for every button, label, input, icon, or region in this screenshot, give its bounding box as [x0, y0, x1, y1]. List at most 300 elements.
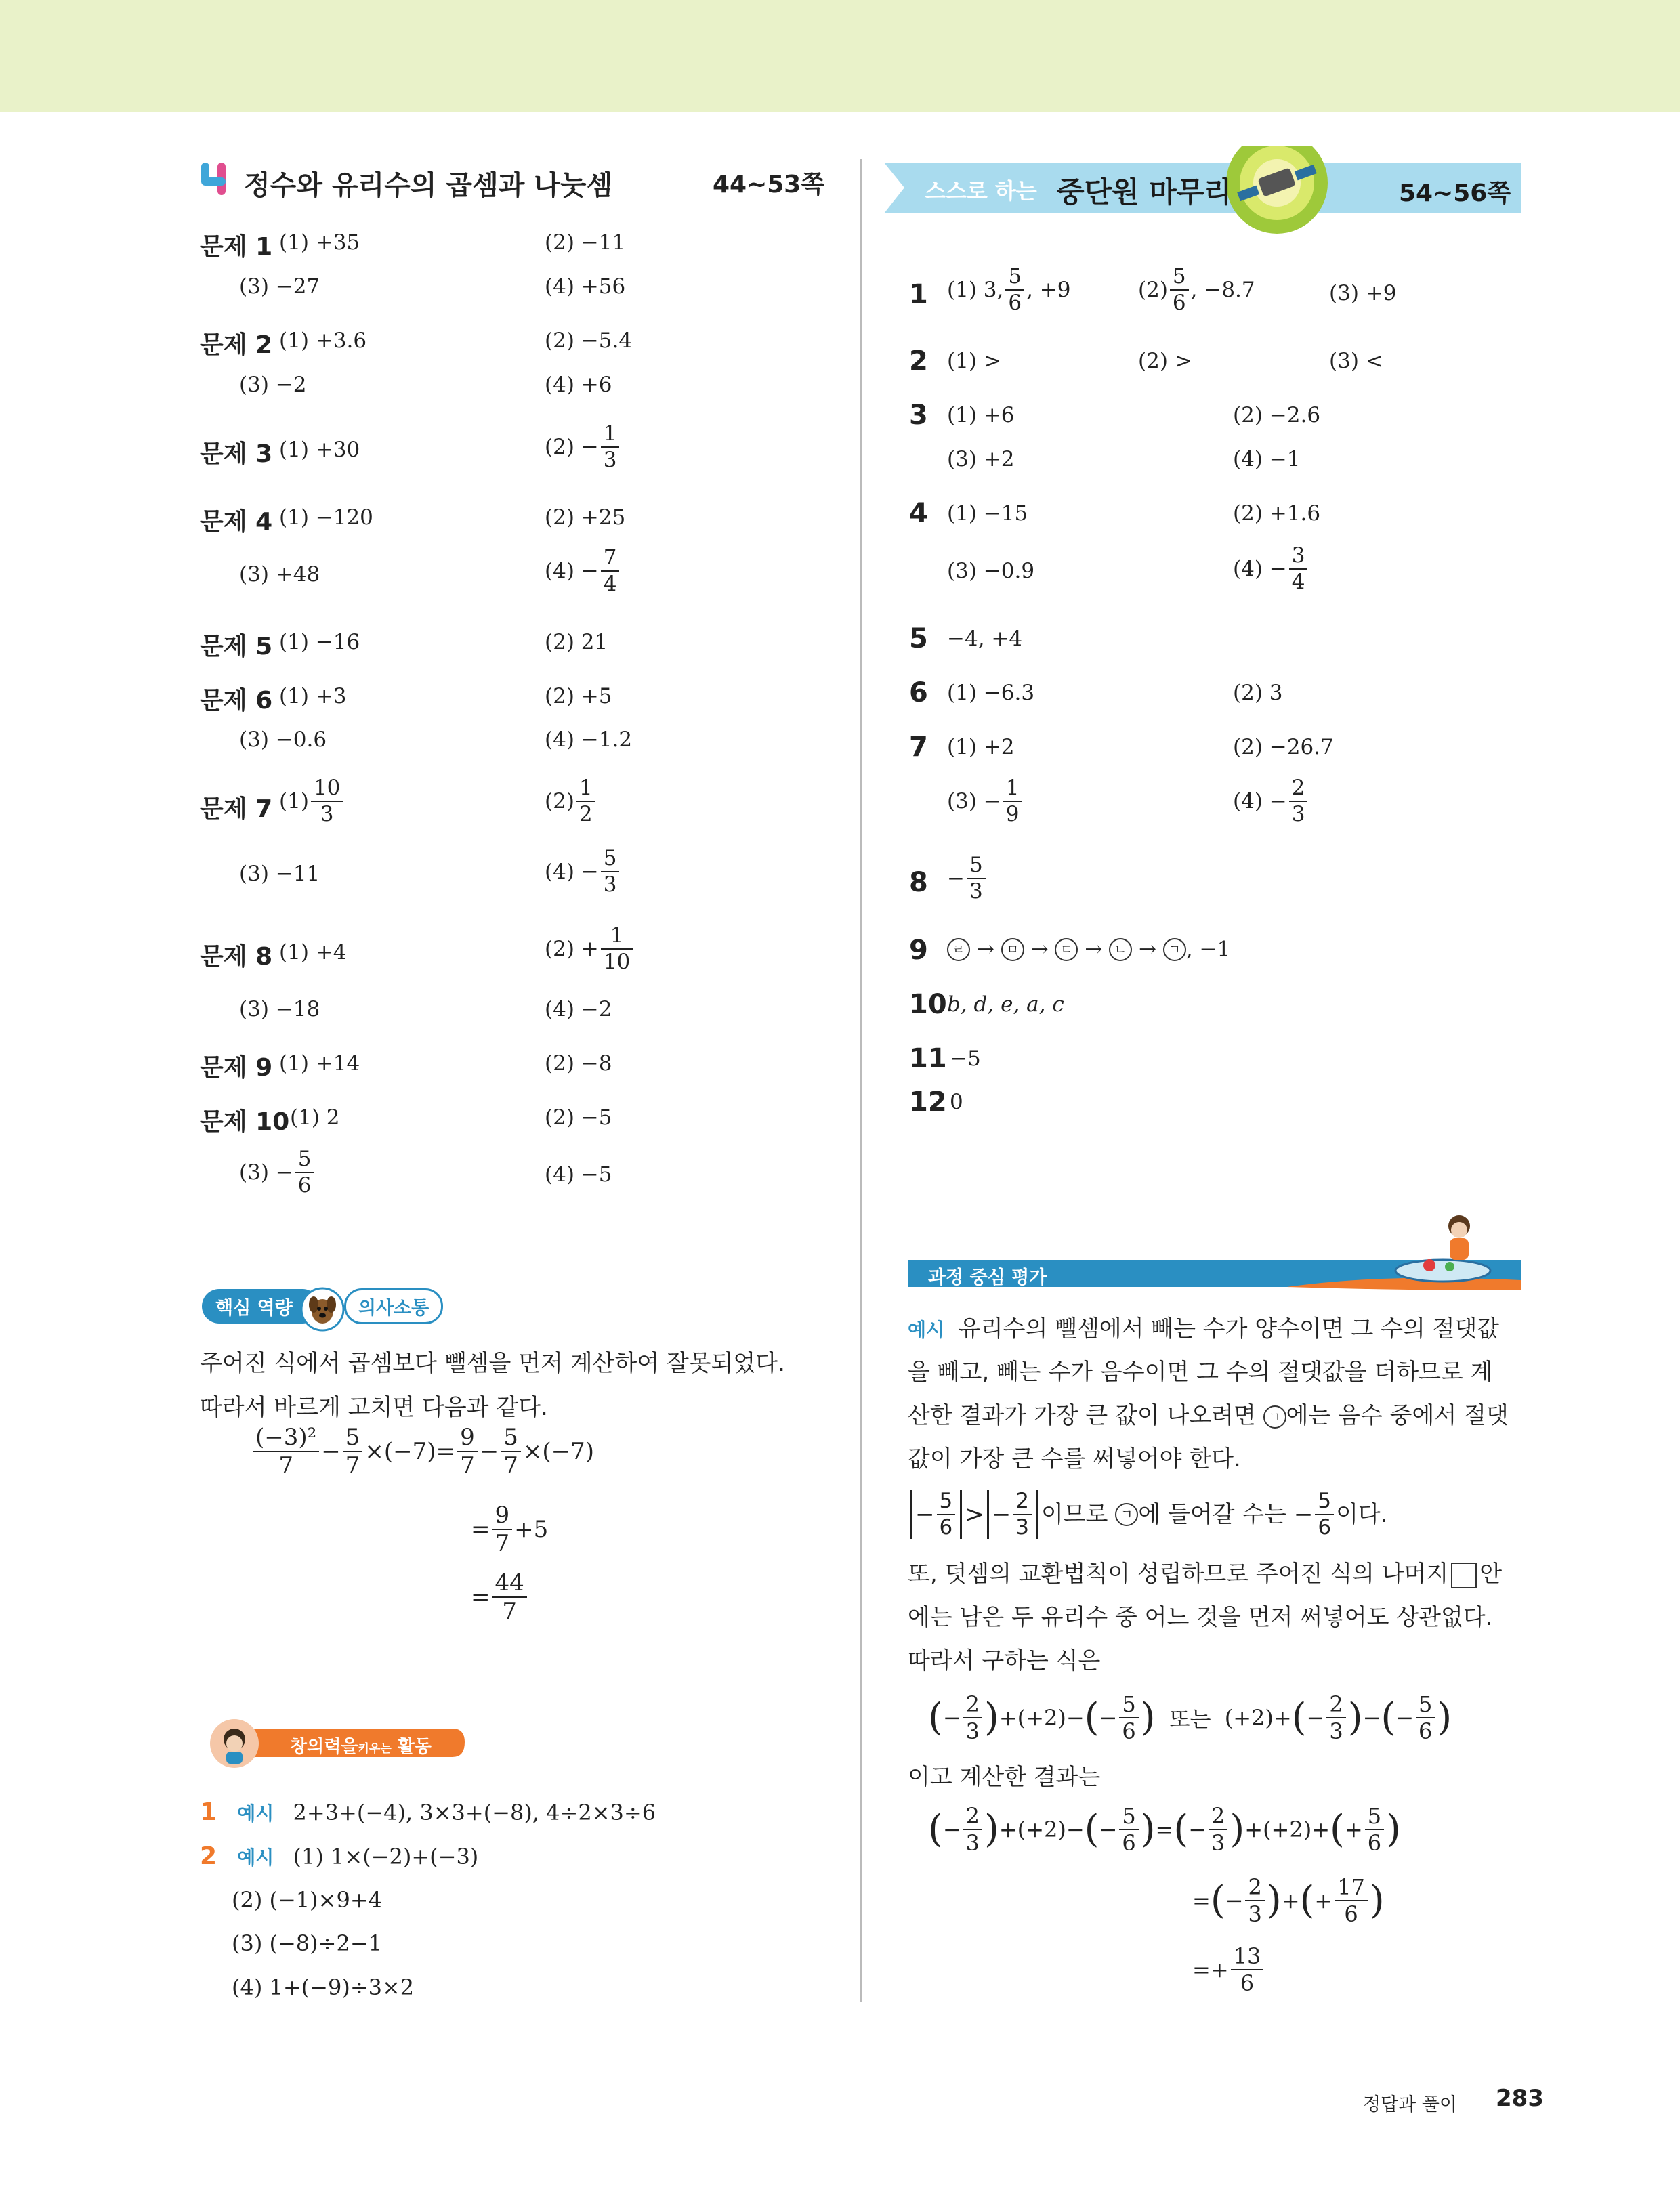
fraction — [1013, 1491, 1032, 1538]
numerator: 5 — [501, 1426, 521, 1452]
equals-sign: = — [1192, 1957, 1211, 1983]
item-11-number: 11 — [909, 1043, 947, 1074]
item-2-answer-1: (1) > — [947, 349, 1001, 373]
item-6-answer-1: (1) −6.3 — [947, 681, 1035, 705]
problem-6-answer-2: (2) +5 — [545, 684, 612, 708]
operator: +(+2)− — [999, 1705, 1085, 1731]
process-result-line-3 — [1192, 1945, 1265, 1994]
answer-prefix: (3) − — [947, 789, 1001, 813]
minus-sign: − — [1188, 1817, 1207, 1842]
minus-sign: − — [1225, 1888, 1244, 1913]
answer-suffix: , +9 — [1026, 278, 1071, 302]
denominator: 3 — [1248, 1901, 1262, 1927]
fraction — [601, 925, 633, 973]
minus-sign: − — [1099, 1817, 1118, 1842]
problem-7-label: 문제 7 — [200, 795, 273, 823]
denominator: 2 — [579, 802, 593, 826]
problem-8-answer-4: (4) −2 — [545, 997, 612, 1021]
circled-letter: ㄱ — [1263, 1405, 1286, 1429]
item-2-answer-2: (2) > — [1138, 349, 1192, 373]
numerator: (−3)² — [253, 1426, 319, 1452]
problem-2-answer-3: (3) −2 — [239, 373, 307, 397]
operator: +5 — [514, 1516, 549, 1543]
answer-prefix: (2) − — [545, 435, 599, 459]
denominator: 3 — [320, 802, 334, 826]
numerator: 3 — [1289, 545, 1308, 570]
creative-answer-2-2: (2) (−1)×9+4 — [232, 1887, 382, 1913]
fraction — [1245, 1876, 1264, 1925]
fraction — [601, 848, 620, 895]
minus-sign: − — [915, 1501, 935, 1528]
item-4-answer-1: (1) −15 — [947, 501, 1028, 526]
item-5-number: 5 — [909, 623, 928, 654]
creative-example-key: 예시 — [237, 1802, 274, 1825]
paren: ) — [1386, 1807, 1401, 1851]
core-competency-badge — [202, 1287, 443, 1321]
fraction — [1289, 778, 1308, 825]
process-line-5 — [908, 1490, 1388, 1539]
item-3-answer-4: (4) −1 — [1233, 447, 1301, 471]
item-2-answer-3: (3) < — [1329, 349, 1383, 373]
creative-answer: (1) 1×(−2)+(−3) — [293, 1844, 479, 1869]
numerator: 5 — [1315, 1491, 1334, 1515]
problem-3-label: 문제 3 — [200, 440, 273, 468]
problem-7-answer-3: (3) −11 — [239, 862, 320, 886]
problem-6-label: 문제 6 — [200, 687, 273, 715]
answer-prefix: (4) − — [545, 559, 599, 583]
circled-letter: ㅁ — [1001, 938, 1024, 961]
numerator: 5 — [1170, 266, 1189, 291]
problem-4-answer-3: (3) +48 — [239, 562, 320, 587]
process-example-key: 예시 — [908, 1319, 945, 1341]
minus-sign: − — [991, 1501, 1011, 1528]
greater-than: > — [965, 1501, 984, 1528]
item-4-answer-4 — [1233, 545, 1309, 593]
problem-7-answer-1 — [279, 778, 345, 825]
circled-letter: ㄱ — [1163, 938, 1186, 961]
process-text: 산한 결과가 가장 큰 값이 나오려면 — [908, 1402, 1256, 1429]
core-equation-line-3 — [471, 1571, 529, 1623]
paren: ( — [1173, 1807, 1189, 1851]
item-8-number: 8 — [909, 867, 928, 898]
section-title: 정수와 유리수의 곱셈과 나눗셈 — [244, 170, 613, 201]
numerator: 5 — [937, 1491, 956, 1515]
arrow-icon: → — [1138, 937, 1156, 962]
core-equation-line-2 — [471, 1504, 548, 1555]
answer-prefix: (2) — [1138, 278, 1168, 302]
operator: +(+2)− — [999, 1817, 1085, 1842]
creative-activity-badge — [202, 1714, 466, 1775]
item-12-number: 12 — [909, 1086, 947, 1118]
operator: = — [471, 1516, 490, 1543]
process-text: 이다. — [1336, 1501, 1388, 1528]
problem-4-answer-2: (2) +25 — [545, 505, 626, 530]
minus-sign: − — [1362, 1705, 1381, 1731]
paren: ) — [1347, 1695, 1363, 1739]
denominator: 7 — [502, 1598, 517, 1625]
paren: ) — [984, 1807, 999, 1851]
problem-4-answer-4 — [545, 547, 621, 595]
fraction — [343, 1426, 363, 1477]
operator: (+2)+ — [1224, 1705, 1292, 1731]
header-pages: 54~56쪽 — [1399, 179, 1511, 207]
abs-bar — [1036, 1490, 1038, 1539]
denominator: 3 — [1329, 1718, 1343, 1744]
paren: ) — [1437, 1695, 1452, 1739]
numerator: 9 — [457, 1426, 478, 1452]
creative-example-key: 예시 — [237, 1846, 274, 1869]
fraction — [1209, 1805, 1227, 1854]
problem-1-answer-2: (2) −11 — [545, 230, 626, 255]
abs-bar — [910, 1490, 912, 1539]
process-line-4: 값이 가장 큰 수를 써넣어야 한다. — [908, 1445, 1241, 1473]
fraction — [492, 1571, 527, 1623]
process-text: 유리수의 뺄셈에서 빼는 수가 양수이면 그 수의 절댓값 — [958, 1315, 1500, 1342]
minus-sign: − — [1293, 1501, 1314, 1528]
numerator: 5 — [1005, 266, 1024, 291]
denominator: 6 — [939, 1515, 953, 1540]
denominator: 6 — [1122, 1830, 1136, 1856]
numerator: 7 — [601, 547, 620, 572]
numerator: 5 — [1119, 1693, 1138, 1718]
process-text: 에 들어갈 수는 — [1138, 1501, 1287, 1528]
fraction — [253, 1426, 319, 1477]
problem-5-label: 문제 5 — [200, 633, 273, 660]
paren: ) — [1266, 1878, 1282, 1922]
fraction — [601, 423, 620, 471]
numerator: 1 — [601, 925, 633, 950]
denominator: 3 — [1015, 1515, 1029, 1540]
problem-10-answer-1: (1) 2 — [290, 1105, 340, 1130]
creative-answer-2-4: (4) 1+(−9)÷3×2 — [232, 1974, 415, 2000]
paren: ( — [928, 1807, 943, 1851]
paren: ( — [1291, 1695, 1307, 1739]
fraction — [1289, 545, 1308, 593]
numerator: 5 — [1365, 1805, 1384, 1830]
denominator: 6 — [1240, 1970, 1255, 1996]
minus-sign: − — [1099, 1705, 1118, 1731]
item-5-answer: −4, +4 — [947, 627, 1023, 651]
item-4-answer-3: (3) −0.9 — [947, 559, 1035, 583]
top-band — [0, 0, 1680, 112]
page-number: 283 — [1496, 2085, 1544, 2112]
paren: ) — [1140, 1807, 1156, 1851]
denominator: 6 — [1367, 1830, 1382, 1856]
circled-letter: ㄹ — [947, 938, 970, 961]
equals-sign: = — [1155, 1817, 1174, 1842]
numerator: 5 — [1416, 1693, 1435, 1718]
fraction — [1231, 1945, 1264, 1994]
section-pages: 44~53쪽 — [713, 171, 825, 198]
answer-prefix: (4) − — [1233, 789, 1287, 813]
denominator: 3 — [1211, 1830, 1225, 1856]
item-2-number: 2 — [909, 345, 928, 377]
numerator: 1 — [576, 778, 595, 802]
problem-8-answer-2 — [545, 925, 635, 973]
problem-1-answer-1: (1) +35 — [279, 230, 360, 255]
problem-2-label: 문제 2 — [200, 331, 273, 359]
denominator: 6 — [1318, 1515, 1332, 1540]
denominator: 10 — [603, 950, 631, 974]
creative-badge-main: 창의력을 — [290, 1737, 358, 1757]
problem-6-answer-1: (1) +3 — [279, 684, 347, 708]
item-7-number: 7 — [909, 732, 928, 763]
paren: ( — [1084, 1695, 1099, 1739]
answer-suffix: , −1 — [1185, 937, 1231, 962]
equals-sign: = — [1192, 1888, 1211, 1913]
item-7-answer-3 — [947, 778, 1024, 825]
denominator: 6 — [1172, 291, 1186, 315]
answer-prefix: (2) + — [545, 937, 599, 961]
process-line-8: 따라서 구하는 식은 — [908, 1647, 1101, 1674]
numerator: 13 — [1231, 1945, 1264, 1970]
creative-row-1 — [200, 1798, 656, 1826]
plus-sign: + — [1314, 1888, 1333, 1913]
fraction — [963, 1805, 982, 1854]
circled-letter: ㄱ — [1115, 1503, 1138, 1526]
process-line-7: 에는 남은 두 유리수 중 어느 것을 먼저 써넣어도 상관없다. — [908, 1604, 1493, 1631]
item-1-number: 1 — [909, 279, 928, 310]
denominator: 3 — [603, 448, 617, 472]
numerator: 5 — [1119, 1805, 1138, 1830]
fraction — [1416, 1693, 1435, 1742]
problem-8-answer-3: (3) −18 — [239, 997, 320, 1021]
denominator: 6 — [1122, 1718, 1136, 1744]
denominator: 3 — [969, 879, 983, 904]
denominator: 7 — [495, 1530, 510, 1557]
dog-icon — [300, 1287, 345, 1334]
numerator: 44 — [492, 1571, 527, 1598]
fraction — [457, 1426, 478, 1477]
item-3-answer-1: (1) +6 — [947, 403, 1015, 427]
fraction — [1315, 1491, 1334, 1538]
answer-prefix: (3) − — [239, 1160, 293, 1185]
paren: ( — [1299, 1878, 1315, 1922]
numerator: 9 — [492, 1504, 513, 1530]
plus-sign: + — [1344, 1817, 1363, 1842]
numerator: 2 — [963, 1693, 982, 1718]
answer-prefix: (1) 3, — [947, 278, 1004, 302]
process-result-line-2 — [1192, 1876, 1385, 1925]
creative-badge-text — [290, 1733, 432, 1758]
blank-box-icon — [1451, 1563, 1477, 1588]
operator: ×(−7) — [522, 1438, 594, 1465]
paren: ( — [1381, 1695, 1396, 1739]
problem-10-label: 문제 10 — [200, 1108, 290, 1136]
problem-7-answer-4 — [545, 848, 621, 895]
fraction — [601, 547, 620, 595]
minus-sign: − — [1395, 1705, 1414, 1731]
fraction — [501, 1426, 521, 1477]
process-line-6 — [908, 1552, 1502, 1596]
process-line-1 — [908, 1307, 1499, 1352]
denominator: 7 — [460, 1452, 475, 1479]
paren: ( — [928, 1695, 943, 1739]
creative-row-number: 1 — [200, 1798, 217, 1826]
fraction — [967, 855, 986, 902]
problem-1-label: 문제 1 — [200, 233, 273, 261]
problem-2-answer-4: (4) +6 — [545, 373, 612, 397]
arrow-icon: → — [1085, 937, 1103, 962]
denominator: 6 — [1344, 1901, 1358, 1927]
operator: − — [479, 1438, 499, 1465]
problem-8-label: 문제 8 — [200, 943, 273, 971]
fraction — [492, 1504, 513, 1555]
item-7-answer-1: (1) +2 — [947, 735, 1015, 759]
operator: +(+2)+ — [1244, 1817, 1330, 1842]
header-big-title: 중단원 마무리 — [1057, 175, 1232, 209]
problem-2-answer-1: (1) +3.6 — [279, 329, 367, 353]
process-line-3 — [908, 1394, 1509, 1437]
problem-6-answer-3: (3) −0.6 — [239, 727, 327, 752]
operator: − — [321, 1438, 341, 1465]
paren: ( — [1210, 1878, 1225, 1922]
denominator: 3 — [965, 1718, 980, 1744]
problem-3-answer-2 — [545, 423, 621, 471]
or-text: 또는 — [1169, 1706, 1211, 1732]
minus-sign: − — [1306, 1705, 1325, 1731]
creative-row-2 — [200, 1842, 478, 1870]
item-4-number: 4 — [909, 498, 928, 529]
abs-bar — [987, 1490, 989, 1539]
numerator: 5 — [343, 1426, 363, 1452]
problem-4-label: 문제 4 — [200, 508, 273, 536]
core-equation-line-1 — [251, 1426, 594, 1477]
circled-letter: ㄷ — [1055, 938, 1078, 961]
denominator: 4 — [1291, 570, 1305, 594]
paren: ) — [984, 1695, 999, 1739]
problem-9-label: 문제 9 — [200, 1054, 273, 1082]
creative-answer: 2+3+(−4), 3×3+(−8), 4÷2×3÷6 — [293, 1800, 656, 1825]
item-4-answer-2: (2) +1.6 — [1233, 501, 1321, 526]
footer-label: 정답과 풀이 — [1363, 2094, 1457, 2115]
operator: = — [471, 1584, 490, 1611]
denominator: 6 — [1419, 1718, 1433, 1744]
problem-10-answer-4: (4) −5 — [545, 1162, 612, 1187]
numerator: 2 — [1245, 1876, 1264, 1901]
numerator: 1 — [601, 423, 620, 448]
item-7-answer-4 — [1233, 778, 1309, 825]
section-badge — [200, 161, 230, 196]
arrow-icon: → — [1030, 937, 1049, 962]
fraction — [1119, 1805, 1138, 1854]
denominator: 3 — [1291, 802, 1305, 826]
process-line-9: 이고 계산한 결과는 — [908, 1764, 1101, 1791]
core-badge-label: 핵심 역량 — [202, 1289, 320, 1324]
answer-prefix: (4) − — [545, 860, 599, 884]
fraction — [576, 778, 595, 825]
fraction — [311, 778, 343, 825]
item-9-answer — [947, 936, 1230, 962]
numerator: 2 — [1326, 1693, 1345, 1718]
fraction — [1119, 1693, 1138, 1742]
paren: ) — [1230, 1807, 1245, 1851]
numerator: 5 — [601, 848, 620, 872]
item-10-number: 10 — [909, 989, 947, 1020]
answer-prefix: (1) — [279, 789, 309, 813]
numerator: 5 — [967, 855, 986, 879]
chapter-review-header — [884, 146, 1521, 240]
process-text: 에는 음수 중에서 절댓 — [1286, 1402, 1509, 1429]
fraction — [1003, 778, 1022, 825]
process-line-2: 을 빼고, 빼는 수가 음수이면 그 수의 절댓값을 더하므로 계 — [908, 1359, 1493, 1386]
core-text-1: 주어진 식에서 곱셈보다 뺄셈을 먼저 계산하여 잘못되었다. — [200, 1350, 785, 1377]
process-title: 과정 중심 평가 — [928, 1267, 1047, 1288]
item-11-answer: −5 — [950, 1046, 981, 1071]
problem-3-answer-1: (1) +30 — [279, 438, 360, 462]
process-result-line-1 — [928, 1805, 1401, 1854]
problem-1-answer-3: (3) −27 — [239, 274, 320, 299]
fraction — [963, 1693, 982, 1742]
item-9-number: 9 — [909, 935, 928, 966]
fraction — [1170, 266, 1189, 314]
problem-6-answer-4: (4) −1.2 — [545, 727, 633, 752]
fraction — [937, 1491, 956, 1538]
item-1-answer-2 — [1138, 266, 1255, 314]
problem-5-answer-1: (1) −16 — [279, 630, 360, 654]
creative-row-number: 2 — [200, 1842, 217, 1870]
header-small-title: 스스로 하는 — [925, 178, 1037, 204]
problem-8-answer-1: (1) +4 — [279, 940, 347, 965]
answer-prefix: (2) — [545, 789, 574, 813]
core-text-2: 따라서 바르게 고치면 다음과 같다. — [200, 1394, 548, 1421]
item-8-answer — [947, 855, 988, 902]
circled-letter: ㄴ — [1109, 938, 1132, 961]
answer-prefix: − — [947, 866, 965, 891]
denominator: 6 — [1008, 291, 1022, 315]
paren: ) — [1140, 1695, 1156, 1739]
numerator: 17 — [1335, 1876, 1368, 1901]
numerator: 5 — [295, 1149, 314, 1173]
creative-badge-end: 활동 — [397, 1737, 432, 1757]
denominator: 7 — [503, 1452, 518, 1479]
column-divider — [860, 159, 862, 2002]
fraction — [295, 1149, 314, 1196]
problem-9-answer-1: (1) +14 — [279, 1051, 360, 1076]
problem-5-answer-2: (2) 21 — [545, 630, 608, 654]
core-tag-label: 의사소통 — [344, 1288, 443, 1324]
process-text: 또, 덧셈의 교환법칙이 성립하므로 주어진 식의 나머지 — [908, 1561, 1449, 1588]
abs-bar — [960, 1490, 962, 1539]
paren: ( — [1330, 1807, 1345, 1851]
answer-suffix: , −8.7 — [1190, 278, 1255, 302]
fraction — [1005, 266, 1024, 314]
problem-10-answer-2: (2) −5 — [545, 1105, 612, 1130]
item-6-number: 6 — [909, 677, 928, 708]
denominator: 7 — [278, 1452, 293, 1479]
numerator: 2 — [1209, 1805, 1227, 1830]
denominator: 7 — [345, 1452, 360, 1479]
process-evaluation-header — [908, 1206, 1521, 1300]
problem-10-answer-3 — [239, 1149, 316, 1196]
denominator: 6 — [297, 1173, 312, 1198]
numerator: 10 — [311, 778, 343, 802]
fraction — [1326, 1693, 1345, 1742]
problem-1-answer-4: (4) +56 — [545, 274, 626, 299]
arrow-icon: → — [976, 937, 994, 962]
problem-2-answer-2: (2) −5.4 — [545, 329, 633, 353]
numerator: 1 — [1003, 778, 1022, 802]
numerator: 2 — [1013, 1491, 1032, 1515]
process-text: 이므로 — [1041, 1501, 1108, 1528]
numerator: 2 — [963, 1805, 982, 1830]
minus-sign: − — [942, 1817, 961, 1842]
item-3-number: 3 — [909, 400, 928, 431]
denominator: 4 — [603, 572, 617, 596]
problem-9-answer-2: (2) −8 — [545, 1051, 612, 1076]
item-3-answer-2: (2) −2.6 — [1233, 403, 1321, 427]
fraction — [1335, 1876, 1368, 1925]
